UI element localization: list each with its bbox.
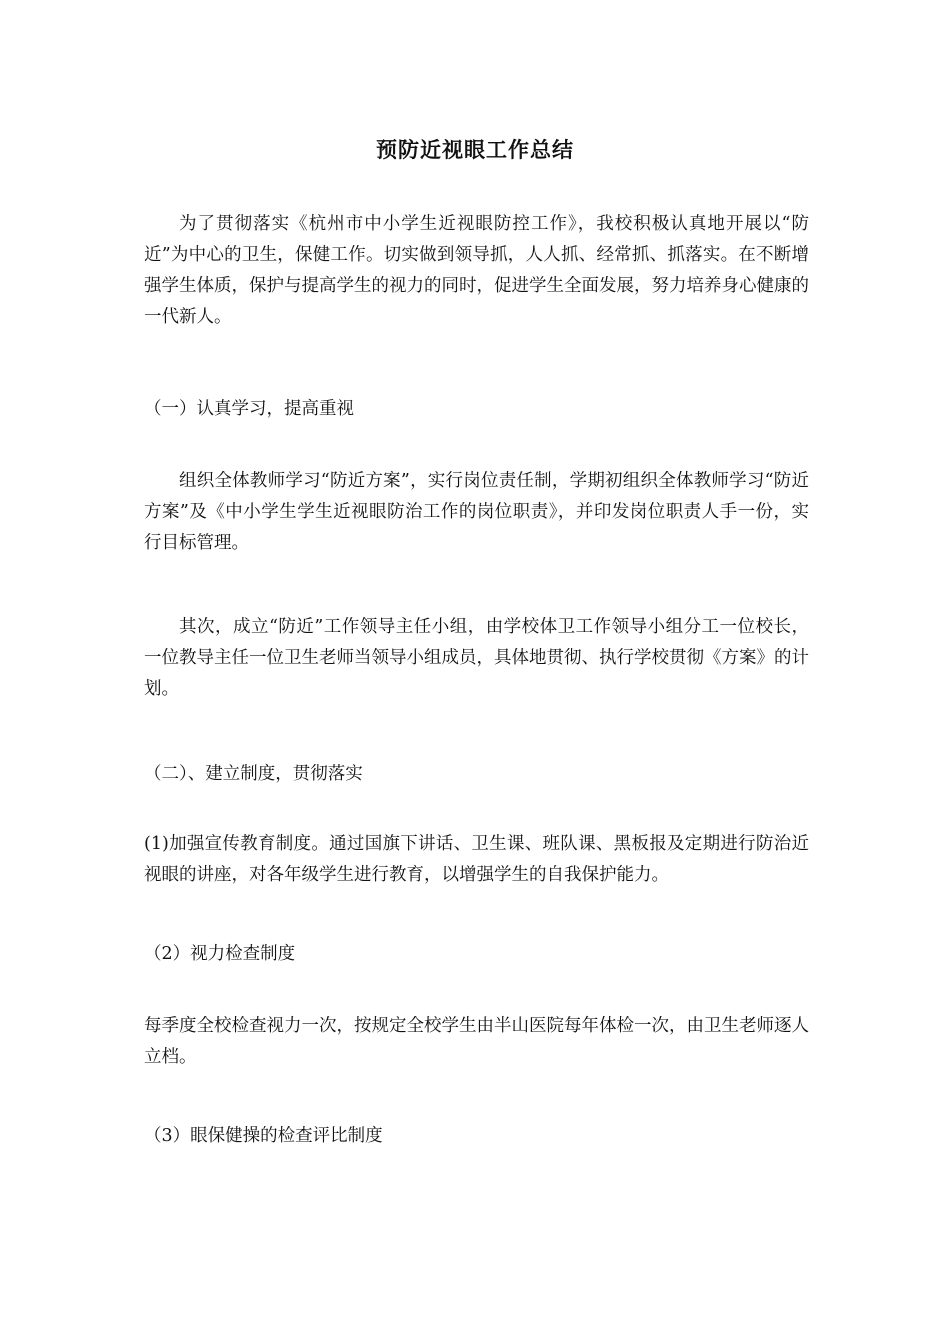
document-title: 预防近视眼工作总结	[376, 137, 574, 162]
intro-paragraph: 为了贯彻落实《杭州市中小学生近视眼防控工作》，我校积极认真地开展以“防近”为中心的卫生，保健工作。切实做到领导抓，人人抓、经常抓、抓落实。在不断增强学生体质，保护与提高学生的视力的同时，促进学生全面发展，努力培养身心健康的一代新人。	[144, 214, 809, 327]
section-heading-2: （二）、建立制度，贯彻落实	[144, 764, 363, 784]
item-3-heading: （3）眼保健操的检查评比制度	[144, 1126, 383, 1146]
section1-paragraph-2: 其次，成立“防近”工作领导主任小组，由学校体卫工作领导小组分工一位校长，一位教导主任一位卫生老师当领导小组成员，具体地贯彻、执行学校贯彻《方案》的计划。	[144, 617, 809, 699]
item-2-heading: （2）视力检查制度	[144, 944, 296, 964]
item-1-paragraph: (1)加强宣传教育制度。通过国旗下讲话、卫生课、班队课、黑板报及定期进行防治近视眼的讲座，对各年级学生进行教育，以增强学生的自我保护能力。	[144, 834, 809, 885]
section-heading-1: （一）认真学习，提高重视	[144, 399, 354, 419]
section1-paragraph-1: 组织全体教师学习“防近方案”，实行岗位责任制，学期初组织全体教师学习“防近方案”及《中小学生学生近视眼防治工作的岗位职责》，并印发岗位职责人手一份，实行目标管理。	[144, 471, 809, 553]
item-2-paragraph: 每季度全校检查视力一次，按规定全校学生由半山医院每年体检一次，由卫生老师逐人立档。	[144, 1016, 809, 1067]
